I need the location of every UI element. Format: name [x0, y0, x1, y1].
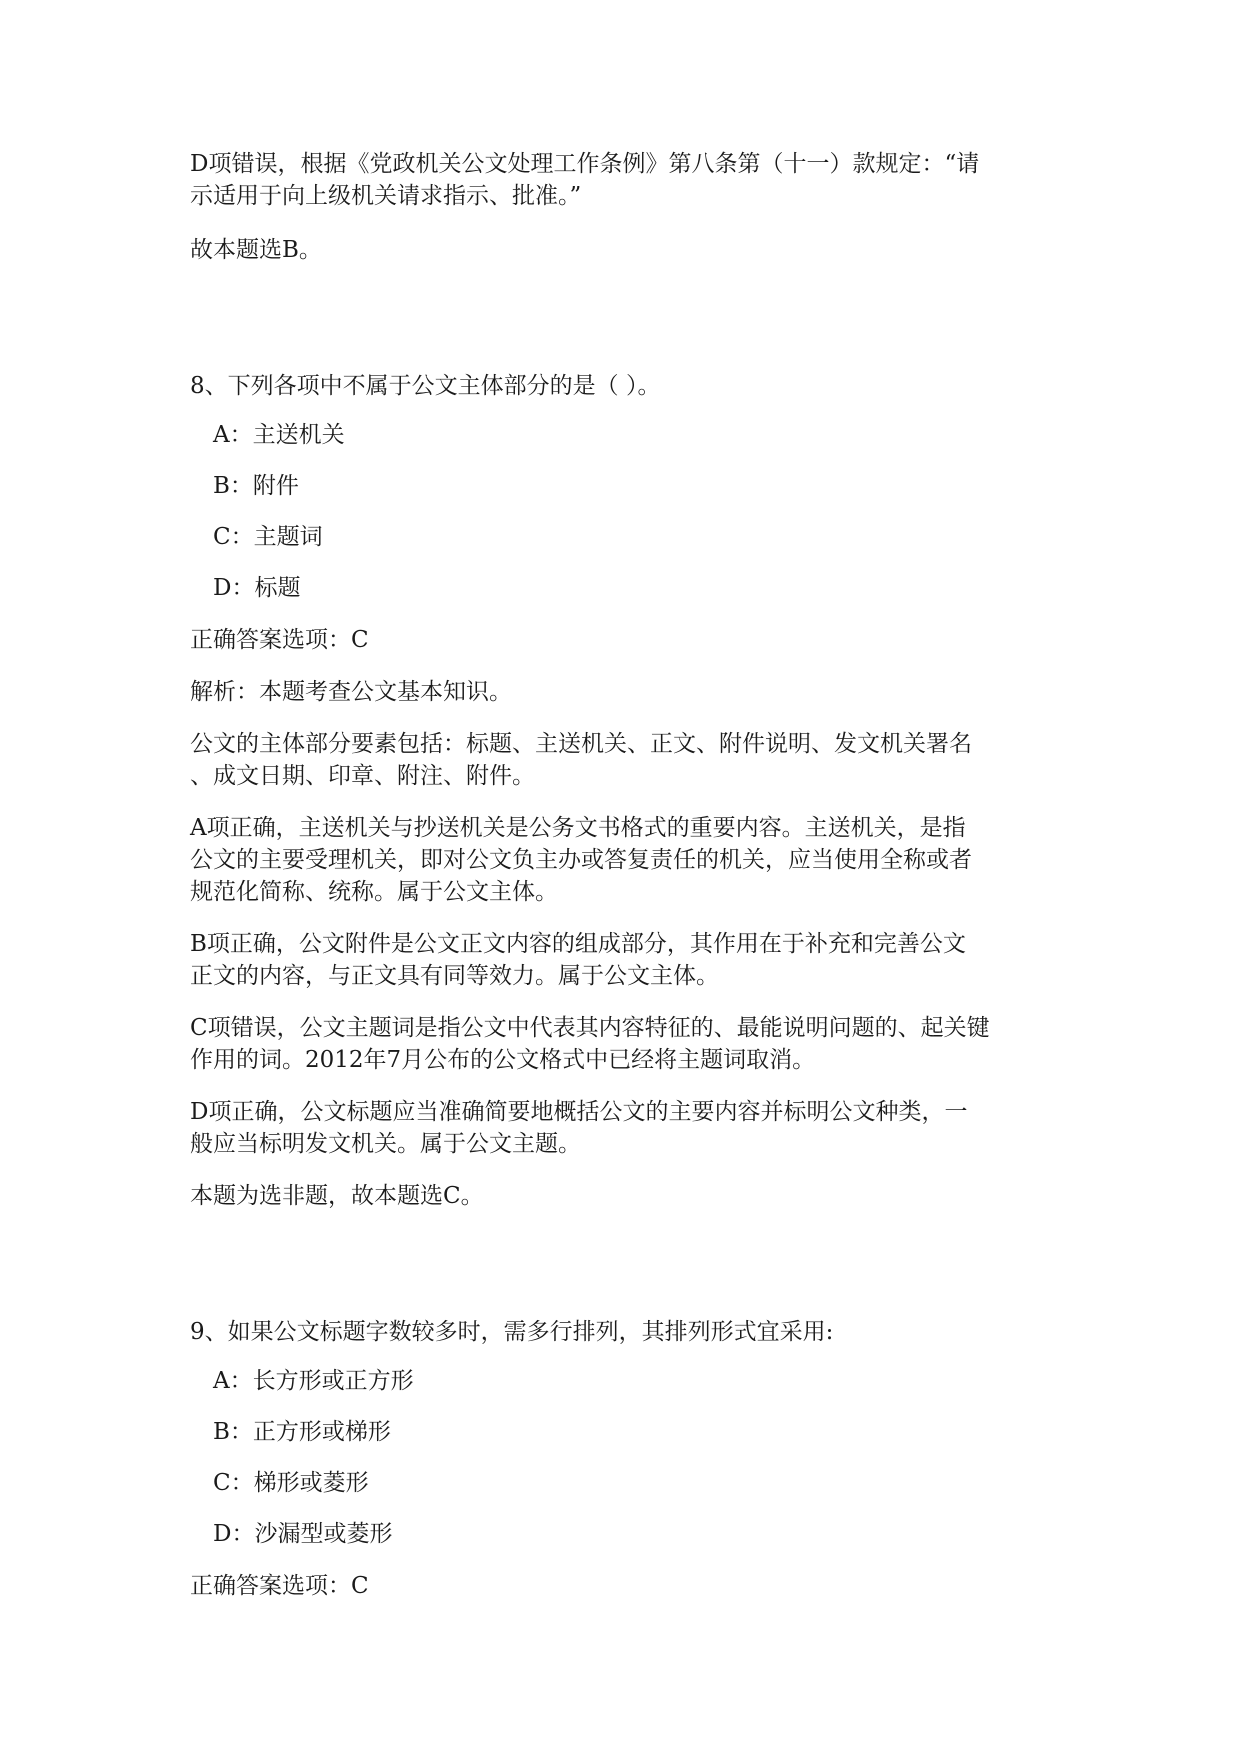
question-8-paragraph-a — [190, 812, 1060, 908]
previous-conclusion: 故本题选B。 — [190, 237, 322, 263]
previous-d-explanation — [190, 148, 1060, 212]
question-8-option-b: B：附件 — [213, 473, 299, 499]
question-8-conclusion: 本题为选非题，故本题选C。 — [190, 1183, 484, 1209]
text-line: 作用的词。2012年7月公布的公文格式中已经将主题词取消。 — [190, 1047, 816, 1073]
question-9-stem: 9、如果公文标题字数较多时，需多行排列，其排列形式宜采用: — [190, 1319, 834, 1345]
question-9-option-b: B：正方形或梯形 — [213, 1419, 391, 1445]
question-8-option-a: A：主送机关 — [213, 422, 345, 448]
text-line: 规范化简称、统称。属于公文主体。 — [190, 879, 558, 905]
text-line: B项正确，公文附件是公文正文内容的组成部分，其作用在于补充和完善公文 — [190, 931, 966, 957]
question-9-option-d: D：沙漏型或菱形 — [213, 1521, 393, 1547]
question-8-paragraph-d — [190, 1096, 1060, 1160]
question-9-option-c: C：梯形或菱形 — [213, 1470, 369, 1496]
text-line: 公文的主要受理机关，即对公文负主办或答复责任的机关，应当使用全称或者 — [190, 847, 972, 873]
question-8-paragraph-c — [190, 1012, 1060, 1076]
question-8-stem: 8、下列各项中不属于公文主体部分的是（ ）。 — [190, 373, 661, 399]
question-8-paragraph-elements — [190, 728, 1060, 792]
question-8-answer: 正确答案选项：C — [190, 627, 369, 653]
text-line: D项错误，根据《党政机关公文处理工作条例》第八条第（十一）款规定：“请 — [190, 151, 980, 177]
text-line: D项正确，公文标题应当准确简要地概括公文的主要内容并标明公文种类，一 — [190, 1099, 968, 1125]
text-line: A项正确，主送机关与抄送机关是公务文书格式的重要内容。主送机关，是指 — [190, 815, 966, 841]
text-line: 正文的内容，与正文具有同等效力。属于公文主体。 — [190, 963, 719, 989]
text-line: 般应当标明发文机关。属于公文主题。 — [190, 1131, 581, 1157]
question-8-option-d: D：标题 — [213, 575, 301, 601]
text-line: 、成文日期、印章、附注、附件。 — [190, 763, 535, 789]
question-8-analysis-intro: 解析：本题考查公文基本知识。 — [190, 679, 512, 705]
question-8-option-c: C：主题词 — [213, 524, 323, 550]
question-9-option-a: A：长方形或正方形 — [213, 1368, 414, 1394]
text-line: 示适用于向上级机关请求指示、批准。” — [190, 183, 582, 209]
text-line: 公文的主体部分要素包括：标题、主送机关、正文、附件说明、发文机关署名 — [190, 731, 972, 757]
question-9-answer: 正确答案选项：C — [190, 1573, 369, 1599]
text-line: C项错误，公文主题词是指公文中代表其内容特征的、最能说明问题的、起关键 — [190, 1015, 990, 1041]
question-8-paragraph-b — [190, 928, 1060, 992]
